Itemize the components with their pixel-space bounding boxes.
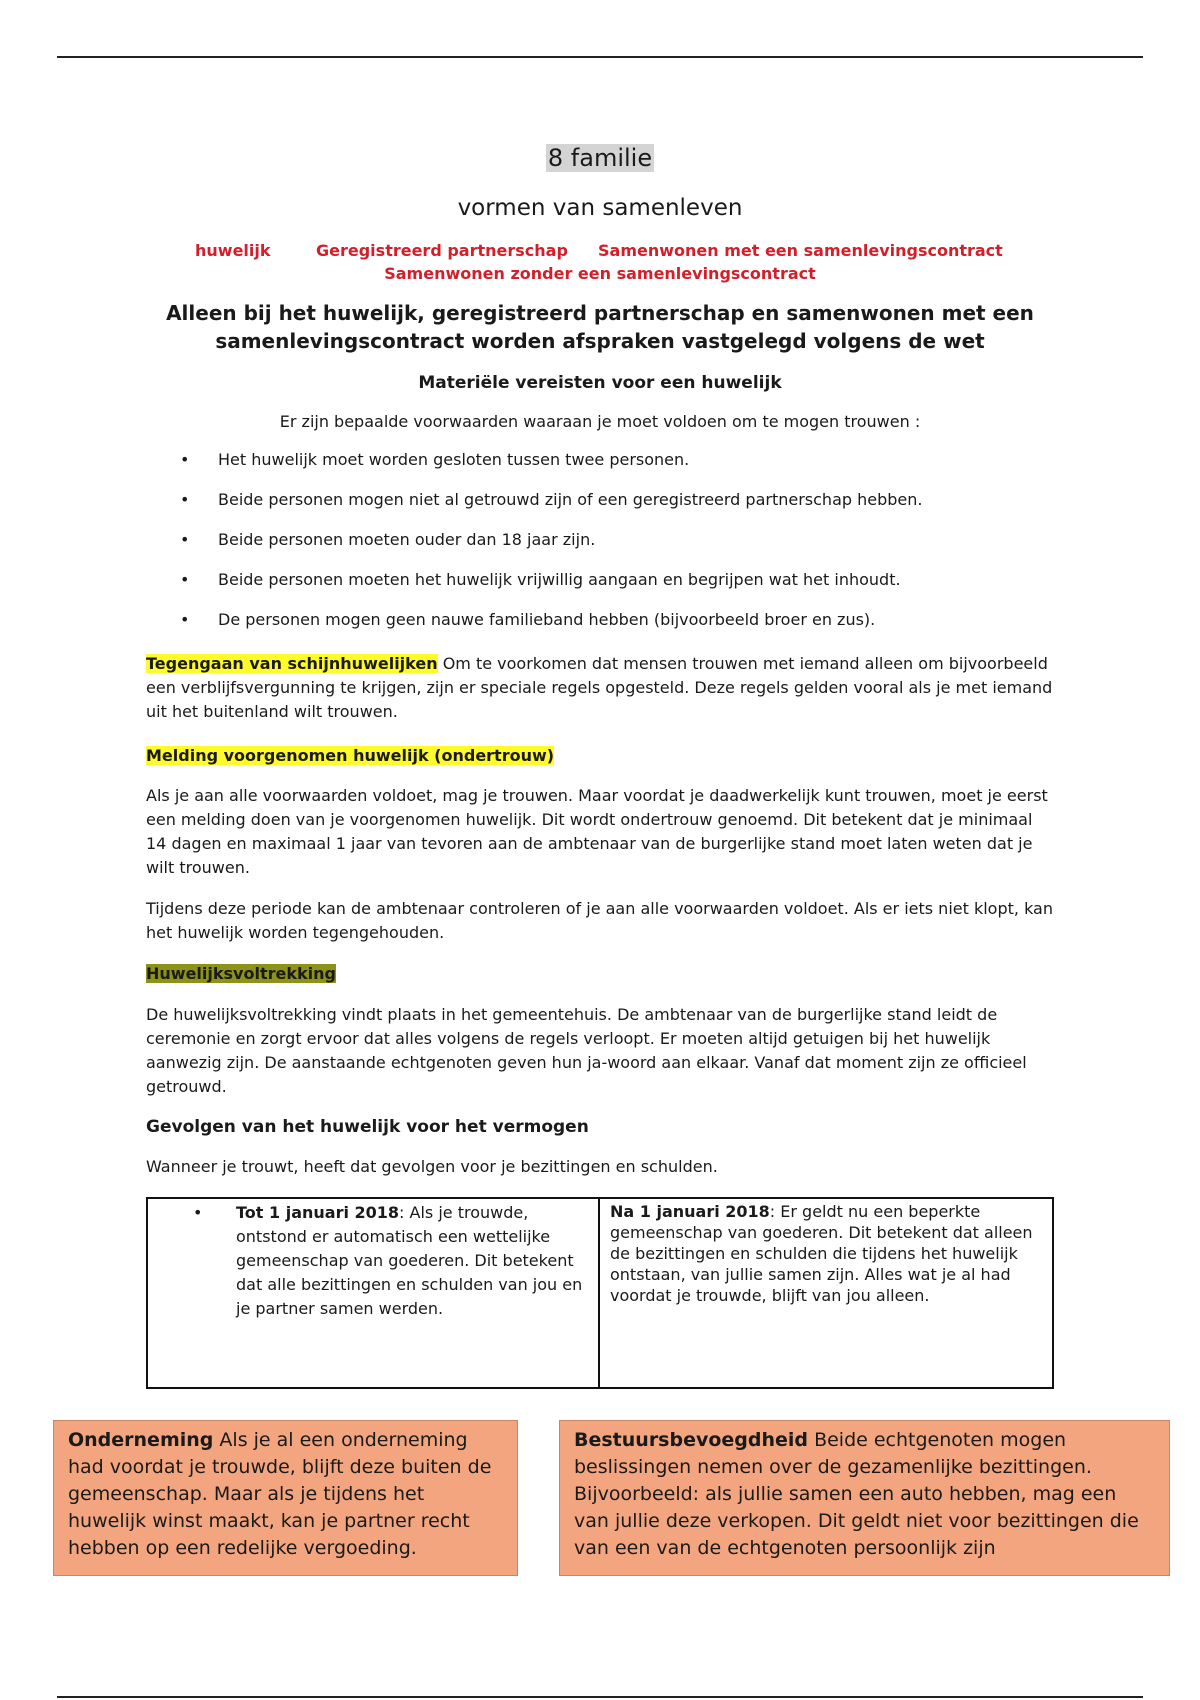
melding-heading: Melding voorgenomen huwelijk (ondertrouw) [146,746,555,765]
table-cell-body: : Als je trouwde, ontstond er automatisch een wettelijke gemeenschap van goederen. Dit betekent dat alle bezittingen en schulden van jou en je partner samen werden. [236,1203,583,1318]
list-item-text: De personen mogen geen nauwe familieband hebben (bijvoorbeeld broer en zus). [218,610,876,629]
table-cell-body: : Er geldt nu een beperkte gemeenschap van goederen. Dit betekent dat alleen de bezittingen en schulden die tijdens het huwelijk ontstaan, van jullie samen zijn. Alles wat je al had voordat je trouwde, blijft van jou alleen. [610,1202,1033,1305]
page-subtitle: vormen van samenleven [457,195,743,221]
bestuursbevoegdheid-box [559,1420,1170,1576]
table-cell-text [196,1201,588,1321]
table-cell-tot-2018 [148,1199,600,1387]
melding-paragraph-2: Tijdens deze periode kan de ambtenaar controleren of je aan alle voorwaarden voldoet. Als er iets niet klopt, kan het huwelijk worden tegengehouden. [146,899,1053,942]
page-title [0,143,1200,173]
bullet-icon: • [180,450,190,469]
page-title-text: 8 familie [547,144,653,172]
bullet-icon: • [180,610,190,629]
list-item [180,529,1080,569]
table-cell-date: Tot 1 januari 2018 [236,1203,400,1222]
schijnhuwelijken-heading: Tegengaan van schijnhuwelijken [146,654,438,673]
melding-heading-line [146,744,1056,768]
voltrekking-heading: Huwelijksvoltrekking [146,964,336,983]
lead-statement: Alleen bij het huwelijk, geregistreerd partnerschap en samenwonen met een samenlevingscontract worden afspraken vastgelegd volgens de wet [166,301,1034,353]
bullet-icon: • [180,490,190,509]
bullet-icon: • [180,570,190,589]
onderneming-heading: Onderneming [68,1429,214,1451]
requirements-list [180,449,1080,649]
list-item [180,489,1080,529]
section-heading-materieel: Materiële vereisten voor een huwelijk [418,373,782,393]
melding-paragraph-1: Als je aan alle voorwaarden voldoet, mag je trouwen. Maar voordat je daadwerkelijk kunt trouwen, moet je eerst een melding doen van je voorgenomen huwelijk. Dit wordt ondertrouw genoemd. Dit betekent dat je minimaal 14 dagen en maximaal 1 jaar van tevoren aan de ambtenaar van de burgerlijke stand moet laten weten dat je wilt trouwen. [146,786,1048,877]
bullet-icon: • [193,1203,203,1222]
bullet-icon: • [180,530,190,549]
intro-text: Er zijn bepaalde voorwaarden waaraan je moet voldoen om te mogen trouwen : [279,412,921,431]
table-cell-date: Na 1 januari 2018 [610,1202,770,1221]
voltrekking-paragraph: De huwelijksvoltrekking vindt plaats in het gemeentehuis. De ambtenaar van de burgerlijke stand leidt de ceremonie en zorgt ervoor dat alles volgens de regels verloopt. Er moeten altijd getuigen bij het huwelijk aanwezig zijn. De aanstaande echtgenoten geven hun ja-woord aan elkaar. Vanaf dat moment zijn ze officieel getrouwd. [146,1005,1027,1096]
schijnhuwelijken-paragraph [146,652,1056,724]
table-cell-na-2018 [600,1199,1052,1387]
top-rule [57,56,1143,58]
vermogen-table [146,1197,1054,1389]
onderneming-box [53,1420,518,1576]
list-item [180,609,1080,649]
form-huwelijk: huwelijk [195,241,271,260]
schijnhuwelijken-text: Om te voorkomen dat mensen trouwen met iemand alleen om bijvoorbeeld een verblijfsvergunning te krijgen, zijn er speciale regels opgesteld. Deze regels gelden vooral als je met iemand uit het buitenland wilt trouwen. [146,654,1053,721]
form-geregistreerd-partnerschap: Geregistreerd partnerschap [316,241,568,260]
bestuursbevoegdheid-heading: Bestuursbevoegdheid [574,1429,809,1451]
list-item-text: Beide personen moeten het huwelijk vrijwillig aangaan en begrijpen wat het inhoudt. [218,570,901,589]
onderneming-text: Als je al een onderneming had voordat je trouwde, blijft deze buiten de gemeenschap. Maar als je tijdens het huwelijk winst maakt, kan je partner recht hebben op een redelijke vergoeding. [68,1429,492,1559]
list-item [180,449,1080,489]
gevolgen-heading: Gevolgen van het huwelijk voor het vermogen [146,1117,589,1137]
gevolgen-intro: Wanneer je trouwt, heeft dat gevolgen voor je bezittingen en schulden. [146,1157,718,1176]
list-item [180,569,1080,609]
form-samenwonen-met-contract: Samenwonen met een samenlevingscontract [598,241,1003,260]
bottom-rule [57,1696,1143,1698]
form-samenwonen-zonder-contract: Samenwonen zonder een samenlevingscontract [384,264,816,283]
list-item-text: Het huwelijk moet worden gesloten tussen twee personen. [218,450,690,469]
voltrekking-heading-line [146,962,1056,986]
bestuursbevoegdheid-text: Beide echtgenoten mogen beslissingen nemen over de gezamenlijke bezittingen. Bijvoorbeeld: als jullie samen een auto hebben, mag een van jullie deze verkopen. Dit geldt niet voor bezittingen die van een van de echtgenoten persoonlijk zijn [574,1429,1139,1559]
list-item-text: Beide personen mogen niet al getrouwd zijn of een geregistreerd partnerschap hebben. [218,490,923,509]
list-item-text: Beide personen moeten ouder dan 18 jaar zijn. [218,530,596,549]
